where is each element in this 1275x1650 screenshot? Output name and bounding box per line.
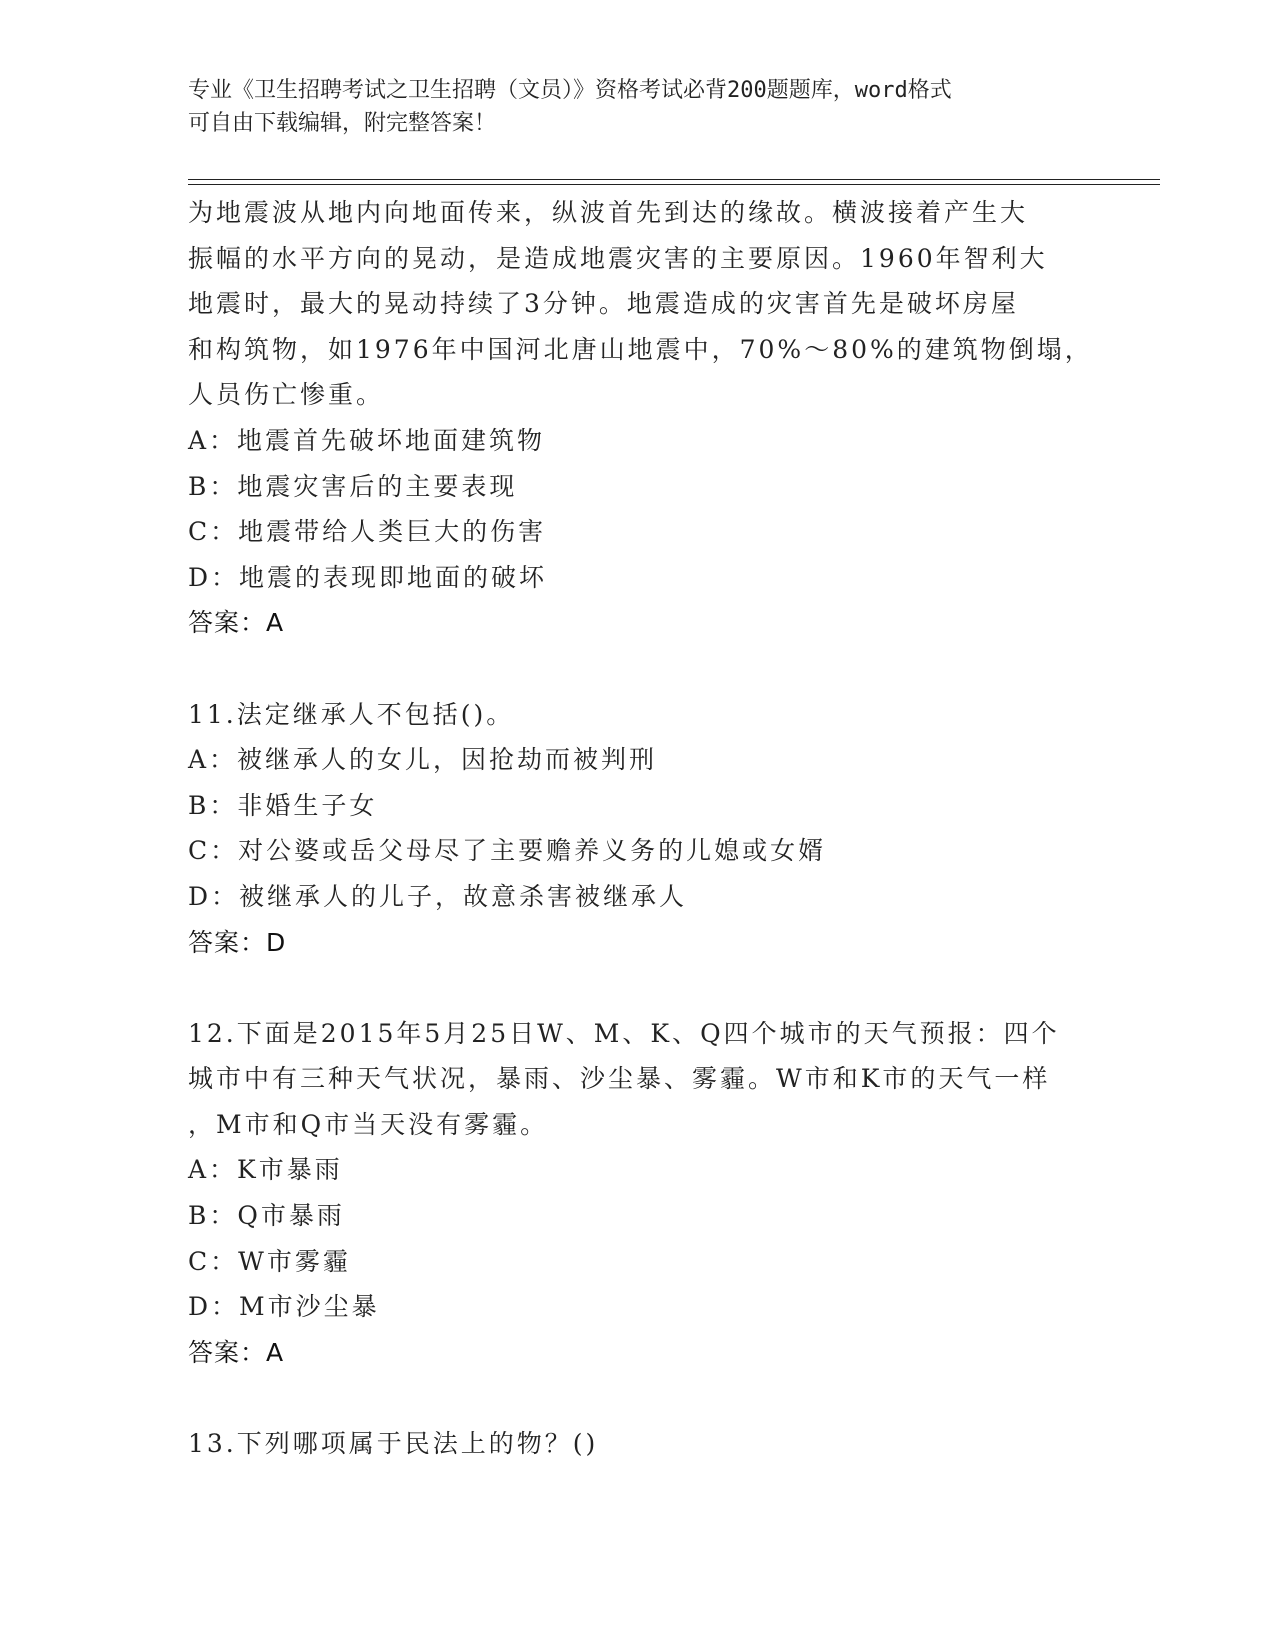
option-b: B：非婚生子女 [188, 790, 378, 820]
question-13 [188, 1421, 1088, 1467]
option-c: C：地震带给人类巨大的伤害 [188, 517, 547, 547]
question-stem: ，M市和Q市当天没有雾霾。 [188, 1109, 549, 1139]
option-c: C：W市雾霾 [188, 1246, 351, 1276]
question-12 [188, 1011, 1088, 1376]
passage-line: 地震时，最大的晃动持续了3分钟。地震造成的灾害首先是破坏房屋 [188, 289, 1019, 319]
spacer [188, 965, 1088, 1011]
option-a: A：K市暴雨 [188, 1155, 343, 1185]
question-10-continuation [188, 190, 1093, 646]
option-d: D：M市沙尘暴 [188, 1292, 380, 1322]
passage-line: 为地震波从地内向地面传来，纵波首先到达的缘故。横波接着产生大 [188, 198, 1029, 227]
answer-label: 答案：D [188, 927, 287, 957]
option-b: B：Q市暴雨 [188, 1201, 345, 1231]
document-header [188, 74, 1088, 140]
question-stem: 11.法定继承人不包括()。 [188, 699, 515, 729]
header-title-line-2: 可自由下载编辑，附完整答案！ [188, 111, 497, 136]
option-c: C：对公婆或岳父母尽了主要赡养义务的儿媳或女婿 [188, 836, 827, 866]
question-stem: 13.下列哪项属于民法上的物？() [188, 1429, 599, 1459]
option-d: D：地震的表现即地面的破坏 [188, 562, 548, 592]
header-title-line-1: 专业《卫生招聘考试之卫生招聘（文员）》资格考试必背200题题库，word格式 [188, 78, 952, 103]
document-body [188, 190, 1093, 1467]
option-d: D：被继承人的儿子，故意杀害被继承人 [188, 881, 688, 911]
option-b: B：地震灾害后的主要表现 [188, 471, 518, 501]
header-rule-top [188, 179, 1160, 180]
spacer [188, 646, 1088, 692]
option-a: A：地震首先破坏地面建筑物 [188, 425, 546, 455]
header-rule-bottom [188, 184, 1160, 185]
spacer [188, 1375, 1088, 1421]
passage-line: 和构筑物，如1976年中国河北唐山地震中，70%～80%的建筑物倒塌， [188, 334, 1093, 364]
passage-line: 振幅的水平方向的晃动，是造成地震灾害的主要原因。1960年智利大 [188, 243, 1048, 273]
passage-line: 人员伤亡惨重。 [188, 380, 385, 410]
answer-label: 答案：A [188, 608, 285, 638]
option-a: A：被继承人的女儿，因抢劫而被判刑 [188, 745, 658, 775]
question-11 [188, 692, 1088, 966]
question-stem: 城市中有三种天气状况，暴雨、沙尘暴、雾霾。W市和K市的天气一样 [188, 1064, 1051, 1094]
answer-label: 答案：A [188, 1337, 285, 1367]
question-stem: 12.下面是2015年5月25日W、M、K、Q四个城市的天气预报：四个 [188, 1018, 1060, 1048]
